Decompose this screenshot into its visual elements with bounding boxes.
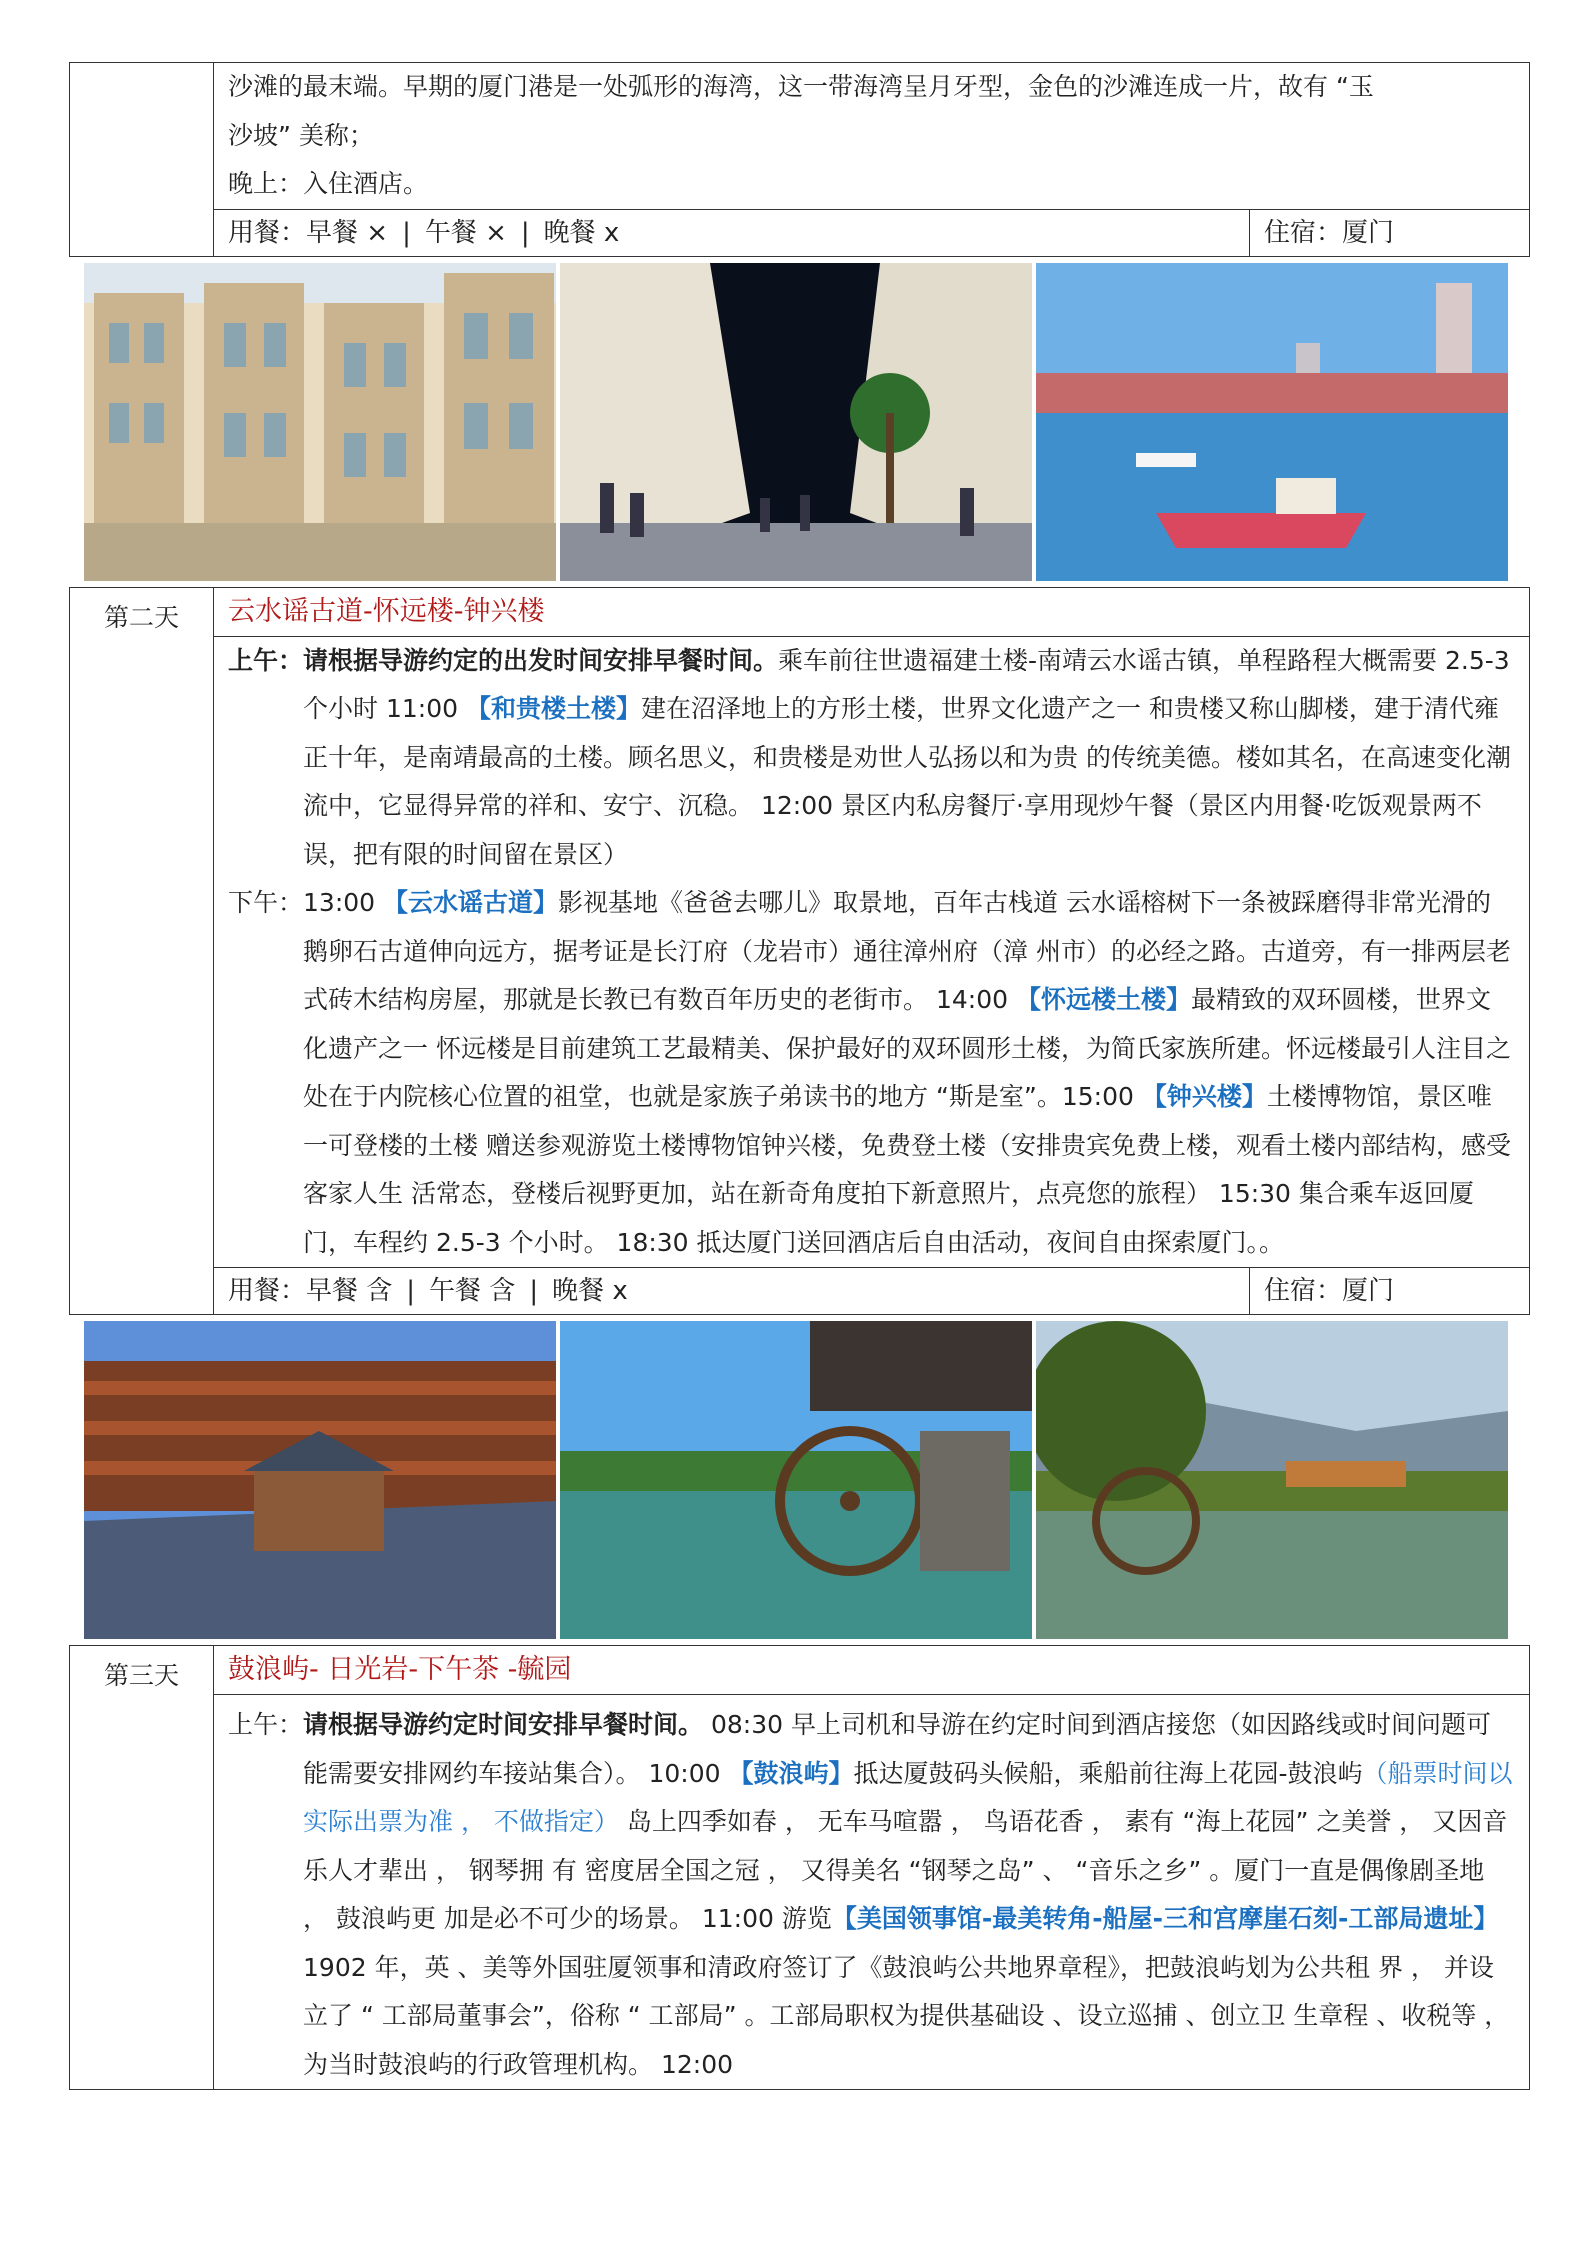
meal-lunch: 午餐 × — [424, 217, 507, 248]
day3-am-t1: 08:30 早上司机和导游在约定时间到酒店接您（如因路线或时间问题可能需要安排网约车接站集合）。 10:00 — [303, 1710, 1491, 1788]
day1-label-cell — [70, 63, 214, 257]
photo-arcade-buildings — [84, 263, 556, 581]
meal-breakfast: 早餐 × — [306, 217, 389, 248]
photo-waterwheel — [560, 1321, 1032, 1639]
day3-label: 第三天 — [70, 1646, 214, 2090]
day2-text-row — [70, 636, 1530, 1268]
day2-label: 第二天 — [70, 587, 214, 1315]
meals-label: 用餐： — [228, 217, 307, 248]
day3-am-h1: 【鼓浪屿】 — [728, 1758, 854, 1788]
day3-title: 鼓浪屿- 日光岩-下午茶 -毓园 — [214, 1646, 1530, 1695]
day3-am — [228, 1701, 1515, 2089]
day2-pm-t3: 土楼博物馆，景区唯一可登楼的土楼 赠送参观游览土楼博物馆钟兴楼，免费登土楼（安排贵宾免费上楼，观看土楼内部结构，感受客家人生 活常态，登楼后视野更加，站在新奇角度拍下新意照片，点亮您的旅程） 15:30 集合乘车返回厦门，车程约 2.5-3 个小时。 18:30 抵达厦门送回酒店后自由活动，夜间自由探索厦门。。 — [303, 1082, 1511, 1257]
day2-pm-h3: 【钟兴楼】 — [1141, 1082, 1267, 1111]
day1-text — [214, 63, 1530, 210]
day3-am-t2: 抵达厦鼓码头候船，乘船前往海上花园-鼓浪屿 — [853, 1758, 1363, 1788]
photo-row-1 — [70, 256, 1530, 587]
day3-am-bold: 请根据导游约定时间安排早餐时间。 — [303, 1710, 704, 1739]
day2-meals-row — [70, 1268, 1530, 1315]
meal-lunch: 午餐 含 — [429, 1276, 516, 1306]
day3-am-t4: 1902 年，英 、美等外国驻厦领事和清政府签订了《鼓浪屿公共地界章程》，把鼓浪屿划为公共租 界 ， 并设立了 “ 工部局董事会”，俗称 “ 工部局” 。工部局职权为提供基础设 、设立巡捕 、创立卫 生章程 、收税等 ，为当时鼓浪屿的行政管理机构。 12:00 — [303, 1952, 1510, 2079]
day2-pm — [228, 879, 1515, 1267]
day1-evening: 晚上：入住酒店。 — [228, 169, 429, 198]
day3-am-note: （船票时间以实际出票为准 ， 不做指定） — [303, 1758, 1513, 1836]
pm-prefix: 下午： — [228, 888, 304, 917]
day3-text — [214, 1695, 1530, 2090]
am-prefix: 上午： — [228, 645, 304, 675]
photo-harbor-boats — [1036, 263, 1508, 581]
meal-breakfast: 早餐 含 — [306, 1276, 393, 1306]
day2-am-t1: 乘车前往世遗福建土楼-南靖云水谣古镇，单程路程大概需要 2.5-3 个小时 11:00 — [303, 645, 1510, 723]
day2-title: 云水谣古道-怀远楼-钟兴楼 — [214, 587, 1530, 636]
day1-lodging: 住宿：厦门 — [1250, 209, 1530, 256]
day2-lodging: 住宿：厦门 — [1250, 1268, 1530, 1315]
meals-label: 用餐： — [228, 1276, 307, 1306]
day2-am-bold: 请根据导游约定的出发时间安排早餐时间。 — [303, 645, 779, 675]
itinerary-page — [69, 62, 1529, 2090]
photo-tulou-courtyard — [84, 1321, 556, 1639]
day2-am — [228, 637, 1515, 880]
day2-title-row — [70, 587, 1530, 636]
day2-pm-h1: 【云水谣古道】 — [383, 888, 559, 917]
am-prefix: 上午： — [228, 1710, 304, 1739]
day3-title-row — [70, 1646, 1530, 1695]
day3-am-t3: 岛上四季如春 ， 无车马喧嚣 ， 鸟语花香 ， 素有 “海上花园” 之美誉 ， 又因音乐人才辈出 ， 钢琴拥 有 密度居全国之冠 ， 又得美名 “钢琴之岛” 、 “音乐之乡” 。厦门一直是偶像剧圣地 ， 鼓浪屿更 加是必不可少的场景。 11:00 游览 — [303, 1807, 1508, 1933]
photo-night-street — [560, 263, 1032, 581]
day3-text-row — [70, 1695, 1530, 2090]
photo-row-2 — [70, 1315, 1530, 1646]
day2-pm-h2: 【怀远楼土楼】 — [1015, 985, 1191, 1014]
day1-text-line1: 沙滩的最末端。早期的厦门港是一处弧形的海湾，这一带海湾呈月牙型，金色的沙滩连成一片，故有 “玉 — [228, 72, 1374, 101]
day2-pm-t1: 影视基地《爸爸去哪儿》取景地，百年古栈道 云水谣榕树下一条被踩磨得非常光滑的鹅卵石古道伸向远方，据考证是长汀府（龙岩市）通往漳州府（漳 州市）的必经之路。古道旁，有一排两层老式砖木结构房屋，那就是长教已有数百年历史的老街市。 14:00 — [303, 888, 1511, 1014]
day2-pm-t0: 13:00 — [303, 888, 384, 917]
meal-dinner: 晚餐 x — [552, 1276, 628, 1306]
day1-meals-row — [70, 209, 1530, 256]
itinerary-table — [69, 62, 1530, 2090]
day2-meals: 用餐：早餐 含 | 午餐 含 | 晚餐 x — [214, 1268, 1250, 1315]
photo-village-pond — [1036, 1321, 1508, 1639]
day2-text — [214, 636, 1530, 1268]
day1-text-row — [70, 63, 1530, 210]
day3-am-h2: 【美国领事馆-最美转角-船屋-三和宫摩崖石刻-工部局遗址】 — [831, 1904, 1499, 1933]
day1-meals: 用餐：早餐 × | 午餐 × | 晚餐 x — [214, 209, 1250, 256]
meal-dinner: 晚餐 x — [543, 217, 620, 248]
day2-am-h1: 【和贵楼土楼】 — [465, 694, 641, 723]
day1-text-line2: 沙坡” 美称； — [228, 120, 374, 150]
day2-am-t2: 建在沼泽地上的方形土楼，世界文化遗产之一 和贵楼又称山脚楼，建于清代雍正十年，是南靖最高的土楼。顾名思义，和贵楼是劝世人弘扬以和为贵 的传统美德。楼如其名，在高速变化潮流中，它显得异常的祥和、安宁、沉稳。 12:00 景区内私房餐厅·享用现炒午餐（景区内用餐·吃饭观景两不误，把有限的时间留在景区） — [303, 694, 1511, 869]
day2-pm-t2: 最精致的双环圆楼，世界文化遗产之一 怀远楼是目前建筑工艺最精美、保护最好的双环圆形土楼，为简氏家族所建。怀远楼最引人注目之处在于内院核心位置的祖堂，也就是家族子弟读书的地方 “斯是室”。15:00 — [303, 985, 1511, 1111]
